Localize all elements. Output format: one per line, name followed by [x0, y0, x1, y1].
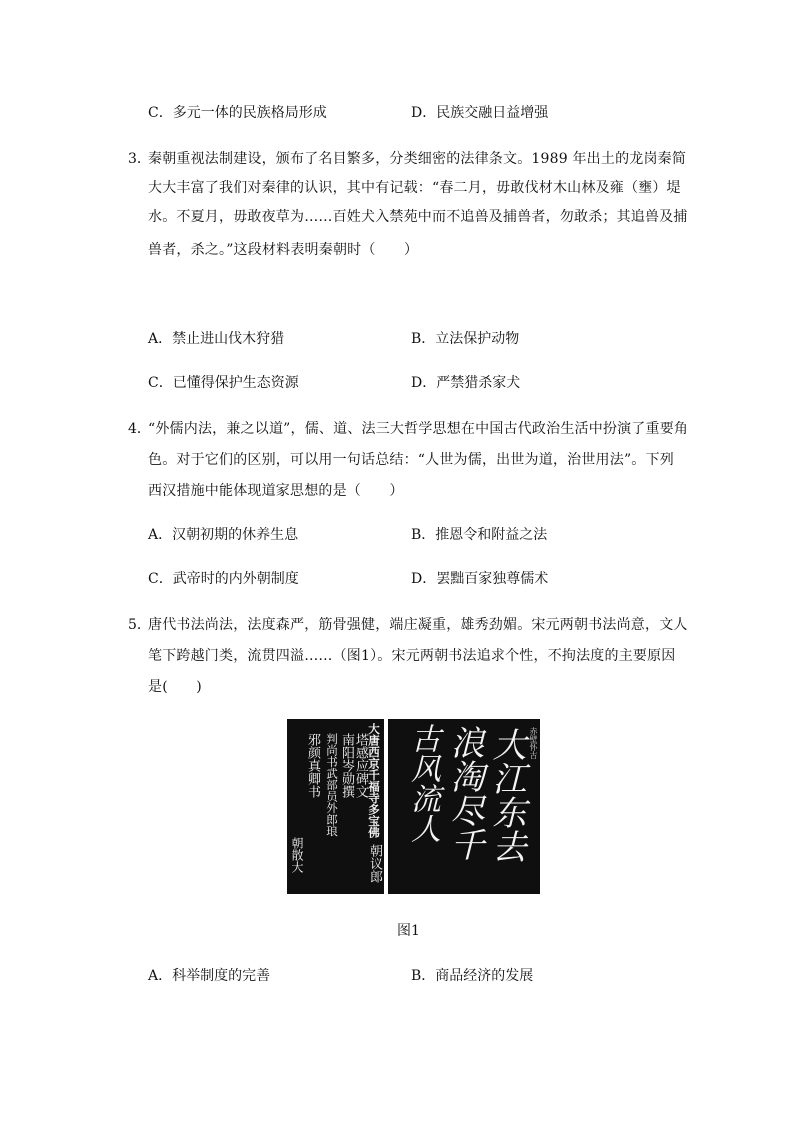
tang-calligraphy-rubbing: [287, 719, 384, 894]
q3-option-b: B．立法保护动物: [411, 331, 520, 347]
figure-caption: 图1: [397, 923, 420, 939]
q3-line-3: 水。不夏月，毋敢夜草为……百姓犬入禁苑中而不追兽及捕兽者，勿敢杀；其追兽及捕: [148, 209, 688, 225]
rubbing-right-col-1: 大江东去: [486, 727, 526, 863]
q5-line-3: 是( ): [148, 679, 202, 695]
q3-number: 3．: [128, 151, 151, 167]
q4-number: 4．: [128, 421, 151, 437]
rubbing-left-col-4: 朝议郎: [367, 844, 382, 883]
q4-option-b: B．推恩令和附益之法: [411, 527, 548, 543]
rubbing-left-col-5: 判尚书武部员外郎琅: [325, 733, 339, 837]
q3-option-c: C．已懂得保护生态资源: [148, 375, 299, 391]
q4-option-a: A．汉朝初期的休养生息: [148, 527, 299, 543]
q4-option-c: C．武帝时的内外朝制度: [148, 571, 299, 587]
q5-option-b: B．商品经济的发展: [411, 968, 534, 984]
q5-line-1: 唐代书法尚法，法度森严，筋骨强健，端庄凝重，雄秀劲媚。宋元两朝书法尚意，文人: [148, 617, 688, 633]
q3-option-a: A．禁止进山伐木狩猎: [148, 331, 285, 347]
q2-option-c: C．多元一体的民族格局形成: [148, 105, 327, 121]
q3-option-d: D．严禁猎杀家犬: [411, 375, 521, 391]
rubbing-left-col-2: 塔感应碑文: [353, 733, 368, 798]
rubbing-left-col-6: 邪颜真卿书: [305, 733, 320, 798]
q5-option-a: A．科举制度的完善: [148, 968, 271, 984]
q5-line-2: 笔下跨越门类，流贯四溢……（图1）。宋元两朝书法追求个性，不拘法度的主要原因: [148, 648, 676, 664]
q4-line-2: 色。对于它们的区别，可以用一句话总结：“人世为儒，出世为道，治世用法”。下列: [148, 452, 674, 468]
q5-number: 5．: [128, 617, 151, 633]
rubbing-right-col-2: 浪淘尽千: [444, 725, 484, 861]
song-calligraphy-rubbing: [388, 719, 540, 894]
q3-line-4: 兽者，杀之。”这段材料表明秦朝时（ ）: [148, 242, 419, 258]
rubbing-left-col-3: 南阳岑勋撰: [339, 733, 354, 798]
q4-line-3: 西汉措施中能体现道家思想的是（ ）: [148, 483, 404, 499]
calligraphy-figure: [287, 719, 540, 894]
rubbing-left-col-7: 朝散大: [290, 837, 304, 873]
q4-line-1: “外儒内法，兼之以道”，儒、道、法三大哲学思想在中国古代政治生活中扮演了重要角: [148, 421, 689, 437]
rubbing-left-col-1: 大唐西京千福寺多宝佛: [367, 723, 381, 838]
q4-option-d: D．罢黜百家独尊儒术: [411, 571, 549, 587]
rubbing-right-small-inscription: 赤壁怀古: [529, 727, 538, 759]
q3-line-1: 秦朝重视法制建设，颁布了名目繁多，分类细密的法律条文。1989 年出土的龙岗秦简: [148, 151, 687, 167]
q2-option-d: D．民族交融日益增强: [411, 105, 549, 121]
q3-line-2: 大大丰富了我们对秦律的认识，其中有记载：“春二月，毋敢伐材木山林及雍（壅）堤: [148, 180, 681, 196]
rubbing-right-col-3: 古风流人: [405, 723, 440, 843]
